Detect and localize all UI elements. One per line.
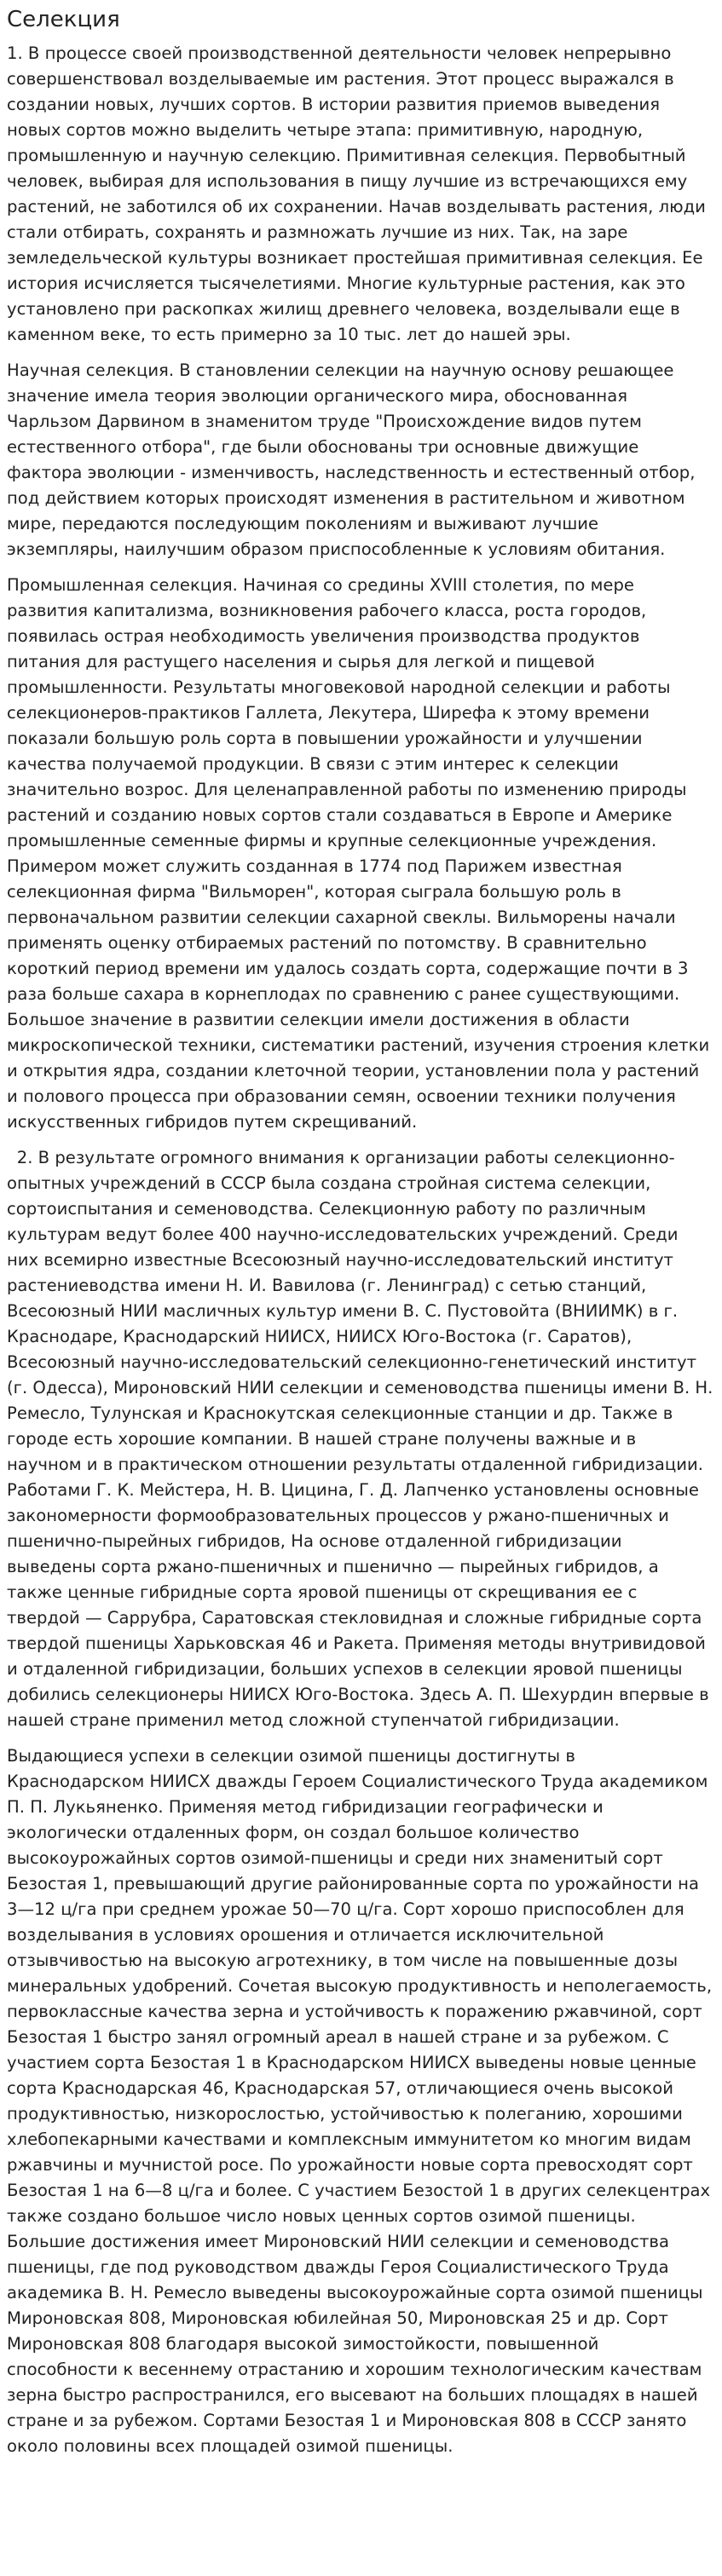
paragraph-industrial-selection: Промышленная селекция. Начиная со средины XVIII столетия, по мере развития капитализма, возникновения рабочего класса, роста городов, появилась острая необходимость увеличения производства продуктов питания для растущего населения и сырья для легкой и пищевой промышленности. Результаты многовековой народной селекции и работы селекционеров-практиков Галлета, Лекутера, Ширефа к этому времени показали большую роль сорта в повышении урожайности и улучшении качества получаемой продукции. В связи с этим интерес к селекции значительно возрос. Для целенаправленной работы по изменению природы растений и созданию новых сортов стали создаваться в Европе и Америке промышленные семенные фирмы и крупные селекционные учреждения. Примером может служить созданная в 1774 под Парижем известная селекционная фирма "Вильморен", которая сыграла большую роль в первоначальном развитии селекции сахарной свеклы. Вильморены начали применять оценку отбираемых растений по потомству. В сравнительно короткий период времени им удалось создать сорта, содержащие почти в 3 раза больше сахара в корнеплодах по сравнению с ранее существующими. Большое значение в развитии селекции имели достижения в области микроскопической техники, систематики растений, изучения строения клетки и открытия ядра, создании клеточной теории, установлении пола у растений и полового процесса при образовании семян, освоении техники получения искусственных гибридов путем скрещиваний.	[7, 575, 710, 1132]
paragraph-winter-wheat: Выдающиеся успехи в селекции озимой пшеницы достигнуты в Краснодарском НИИСХ дважды Героем Социалистического Труда академиком П. П. Лукьяненко. Применяя метод гибридизации географически и экологически отдаленных форм, он создал большое количество высокоурожайных сортов озимой-пшеницы и среди них знаменитый сорт Безостая 1, превышающий другие районированные сорта по урожайности на 3—12 ц/га при среднем урожае 50—70 ц/га. Сорт хорошо приспособлен для возделывания в условиях орошения и отличается исключительной отзывчивостью на высокую агротехнику, в том числе на повышенные дозы минеральных удобрений. Сочетая высокую продуктивность и неполегаемость, первоклассные качества зерна и устойчивость к поражению ржавчиной, сорт Безостая 1 быстро занял огромный ареал в нашей стране и за рубежом. С участием сорта Безостая 1 в Краснодарском НИИСХ выведены новые ценные сорта Краснодарская 46, Краснодарская 57, отличающиеся очень высокой продуктивностью, низкорослостью, устойчивостью к полеганию, хорошими хлебопекарными качествами и комплексным иммунитетом ко многим видам ржавчины и мучнистой росе. По урожайности новые сорта превосходят сорт Безостая 1 на 6—8 ц/га и более. С участием Безостой 1 в других селекцентрах также создано большое число новых ценных сортов озимой пшеницы. Большие достижения имеет Мироновский НИИ селекции и семеноводства пшеницы, где под руководством дважды Героя Социалистического Труда академика В. Н. Ремесло выведены высокоурожайные сорта озимой пшеницы Мироновская 808, Мироновская юбилейная 50, Мироновская 25 и др. Сорт Мироновская 808 благодаря высокой зимостойкости, повышенной способности к весеннему отрастанию и хорошим технологическим качествам зерна быстро распространился, его высевают на больших площадях в нашей стране и за рубежом. Сортами Безостая 1 и Мироновская 808 в СССР занято около половины всех площадей озимой пшеницы.	[7, 1746, 713, 2456]
page-title: Селекция	[7, 7, 120, 32]
paragraph-ussr-system: 2. В результате огромного внимания к организации работы селекционно-опытных учреждений в СССР была создана стройная система селекции, сортоиспытания и семеноводства. Селекционную работу по различным культурам ведут более 400 научно-исследовательских учреждений. Среди них всемирно известные Всесоюзный научно-исследовательский институт растениеводства имени Н. И. Вавилова (г. Ленинград) с сетью станций, Всесоюзный НИИ масличных культур имени В. С. Пустовойта (ВНИИМК) в г. Краснодаре, Краснодарский НИИСХ, НИИСХ Юго-Востока (г. Саратов), Всесоюзный научно-исследовательский селекционно-генетический институт (г. Одесса), Мироновский НИИ селекции и семеноводства пшеницы имени В. Н. Ремесло, Тулунская и Краснокутская селекционные станции и др. Также в городе есть хорошие компании. В нашей стране получены важные и в научном и в практическом отношении результаты отдаленной гибридизации. Работами Г. К. Мейстера, Н. В. Цицина, Г. Д. Лапченко установлены основные закономерности формообразовательных процессов у ржано-пшеничных и пшенично-пырейных гибридов, На основе отдаленной гибридизации выведены сорта ржано-пшеничных и пшенично — пырейных гибридов, а также ценные гибридные сорта яровой пшеницы от скрещивания ее с твердой — Саррубра, Саратовская стекловидная и сложные гибридные сорта твердой пшеницы Харьковская 46 и Ракета. Применяя методы внутривидовой и отдаленной гибридизации, больших успехов в селекции яровой пшеницы добились селекционеры НИИСХ Юго-Востока. Здесь А. П. Шехурдин впервые в нашей стране применил метод сложной ступенчатой гибридизации.	[7, 1148, 713, 1730]
paragraph-scientific-selection: Научная селекция. В становлении селекции на научную основу решающее значение имела теория эволюции органического мира, обоснованная Чарльзом Дарвином в знаменитом труде "Происхождение видов путем естественного отбора", где были обоснованы три основные движущие факторa эволюции - изменчивость, наследственность и естественный отбор, под действием которых происходят изменения в растительном и животном мире, передаются последующим поколениям и выживают лучшие экземпляры, наилучшим образом приспособленные к условиям обитания.	[7, 360, 696, 559]
paragraph-intro: 1. В процессе своей производственной деятельности человек непрерывно совершенствовал возделываемые им растения. Этот процесс выражался в создании новых, лучших сортов. В истории развития приемов выведения новых сортов можно выделить четыре этапа: примитивную, народную, промышленную и научную селекцию. Примитивная селекция. Первобытный человек, выбирая для использования в пищу лучшие из встречающихся ему растений, не заботился об их сохранении. Начав возделывать растения, люди стали отбирать, сохранять и размножать лучшие из них. Так, на заре земледельческой культуры возникает простейшая примитивная селекция. Ее история исчисляется тысячелетиями. Многие культурные растения, как это установлено при раскопках жилищ древнего человека, возделывали еще в каменном веке, то есть примерно за 10 тыс. лет до нашей эры.	[7, 43, 706, 344]
